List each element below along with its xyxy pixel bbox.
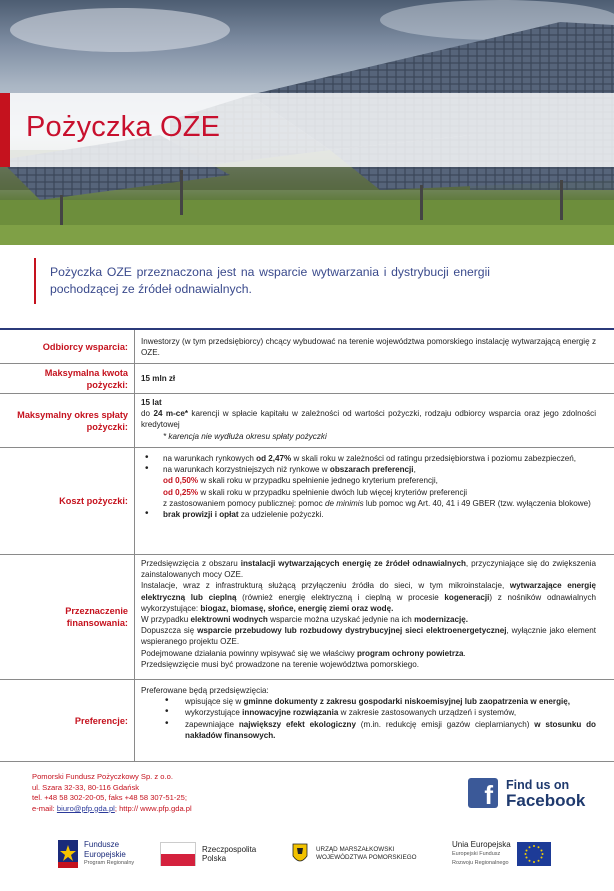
list-item: • wykorzystujące innowacyjne rozwiązania w zakresie zastosowanych urządzeń i systemów, xyxy=(163,707,596,718)
preference-rate-2: od 0,25% w skali roku w przypadku spełnienie dwóch lub więcej kryteriów preferencji xyxy=(163,487,468,497)
intro-accent-bar xyxy=(34,258,36,304)
info-table xyxy=(0,328,614,762)
preference-rate-1: od 0,50% w skali roku w przypadku spełnienie jednego kryterium preferencji, xyxy=(163,476,438,486)
facebook-badge[interactable]: f Find us on Facebook xyxy=(468,778,585,808)
row-content: Preferowane będą przedsięwzięcia: • wpisujące się w gminne dokumenty z zakresu gospodarki niskoemisyjnej lub zaopatrzenia w energię, • wykorzystujące innowacyjne rozwiązania w zakresie zastosowanych urządzeń i systemów, • zapewniające największy efekt ekologiczny (m.in. redukcję emisji gazów cieplarnianych) w stosunku do nakładów finansowych. xyxy=(134,680,614,761)
eu-flag-icon xyxy=(517,842,551,866)
urzad-marszalkowski-logo: URZĄD MARSZAŁKOWSKI WOJEWÓDZTWA POMORSKIEGO xyxy=(290,842,417,866)
row-content: 15 mln zł xyxy=(134,364,614,393)
org-name: Pomorski Fundusz Pożyczkowy Sp. z o.o. xyxy=(32,772,173,781)
sponsor-logos xyxy=(0,836,614,876)
row-content: Inwestorzy (w tym przedsiębiorcy) chcący wybudować na terenie województwa pomorskiego instalację wytwarzającą energię z OZE. xyxy=(134,330,614,363)
list-item: • zapewniające największy efekt ekologiczny (m.in. redukcję emisji gazów cieplarnianych) w stosunku do nakładów finansowych. xyxy=(163,719,596,741)
row-label: Maksymalny okres spłaty pożyczki: xyxy=(17,409,128,432)
facebook-icon: f xyxy=(468,778,498,808)
public-aid-note: z zastosowaniem pomocy publicznej: pomoc de minimis lub pomoc wg Art. 40, 41 i 49 GBER (tzw. wyłączenia blokowe) xyxy=(163,498,591,508)
table-row-kwota xyxy=(0,364,614,394)
page-title: Pożyczka OZE xyxy=(26,111,221,143)
row-content xyxy=(134,448,614,554)
row-content: 15 lat do 24 m-ce* karencji w spłacie kapitału w zależności od wartości pożyczki, rodzaju odbiorcy wsparcia oraz jego zdolności kredytowej * karencja nie wydłuża okresu spłaty pożyczki xyxy=(134,394,614,447)
title-accent-bar xyxy=(0,93,10,167)
row-label: Maksymalna kwota pożyczki: xyxy=(44,367,128,390)
fundusze-europejskie-logo: Fundusze Europejskie Program Regionalny xyxy=(58,840,134,869)
list-item: • brak prowizji i opłat za udzielenie pożyczki. xyxy=(141,509,596,520)
table-row-preferencje xyxy=(0,680,614,762)
unia-europejska-logo: Unia Europejska Europejski Fundusz Rozwoju Regionalnego xyxy=(452,840,551,869)
row-label: Preferencje: xyxy=(74,715,128,726)
row-label: Koszt pożyczki: xyxy=(59,496,128,506)
list-item: • wpisujące się w gminne dokumenty z zakresu gospodarki niskoemisyjnej lub zaopatrzenia w energię, xyxy=(163,696,596,707)
phone-fax: tel. +48 58 302-20-05, faks +48 58 307-51-25; xyxy=(32,793,187,803)
fe-star-icon xyxy=(58,840,78,868)
row-label: Odbiorcy wsparcia: xyxy=(42,341,128,352)
rzeczpospolita-polska-logo: Rzeczpospolita Polska xyxy=(160,842,256,866)
list-item: • na warunkach korzystniejszych niż rynkowe w obszarach preferencji, xyxy=(141,464,596,475)
row-label: Przeznaczenie finansowania: xyxy=(65,606,128,628)
address: ul. Szara 32-33, 80-116 Gdańsk xyxy=(32,782,140,792)
table-row-przeznaczenie xyxy=(0,555,614,680)
contact-block: Pomorski Fundusz Pożyczkowy Sp. z o.o. ul. Szara 32-33, 80-116 Gdańsk tel. +48 58 302-20-05, faks +48 58 307-51-25; e-mail: biuro@pfp.gda.pl; http:// www.pfp.gda.pl xyxy=(32,772,192,813)
list-item: • na warunkach rynkowych od 2,47% w skali roku w zależności od ratingu przedsiębiorstwa i poziomu zabezpieczeń, xyxy=(141,453,596,464)
intro-text: Pożyczka OZE przeznaczona jest na wsparcie wytwarzania i dystrybucji energii pochodzącej ze źródeł odnawialnych. xyxy=(50,265,490,296)
griffin-icon xyxy=(290,842,310,866)
poland-flag-icon xyxy=(160,842,196,866)
table-row-koszt xyxy=(0,448,614,555)
website-text: ; http:// www.pfp.gda.pl xyxy=(114,803,192,813)
row-content: Przedsięwzięcia z obszaru instalacji wytwarzających energię ze źródeł odnawialnych, przyczyniające się do zwiększenia zainstalowanych mocy OZE. Instalacje, wraz z infrastrukturą służącą przyłączeniu źródła do sieci, w tym mikroinstalacje, wytwarzające energię elektryczną lub cieplną (również energię elektryczną i cieplną w procesie kogeneracji) z nośników odnawialnych wykorzystujące: biogaz, biomasę, słońce, energię ziemi oraz wodę. W przypadku elektrowni wodnych wsparcie można uzyskać jedynie na ich modernizację. Dopuszcza się wsparcie przebudowy lub rozbudowy dystrybucyjnej sieci elektroenergetycznej, wyłącznie jako element wspieranego projektu OZE. Podejmowane działania powinny wpisywać się we właściwy program ochrony powietrza. Przedsięwzięcie musi być prowadzone na terenie województwa pomorskiego. xyxy=(134,555,614,679)
email-link[interactable]: biuro@pfp.gda.pl xyxy=(56,803,115,813)
table-row-okres xyxy=(0,394,614,448)
table-row-odbiorcy xyxy=(0,330,614,364)
